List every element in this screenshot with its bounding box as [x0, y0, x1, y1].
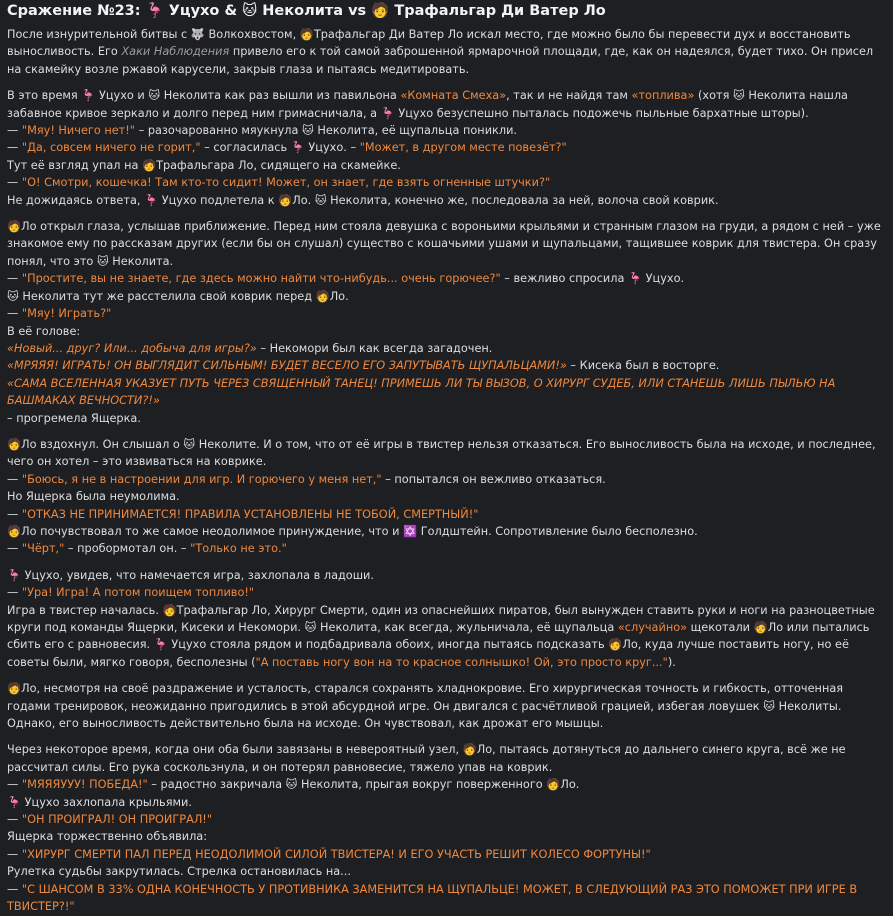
story-line [7, 305, 883, 322]
narration-text: Уцухо безуспешно пыталась подожечь пыльные бархатные шторы). [394, 106, 809, 120]
narration-text: Трафальгар Ди Ватер Ло искал место, где можно было бы перевести дух и восстановить выносливость. Его [7, 28, 851, 59]
narration-text: Неколита тут же расстелила свой коврик перед [18, 289, 316, 303]
story-line [7, 122, 883, 139]
man-icon: 🧑 [141, 158, 157, 172]
story-line [7, 881, 883, 916]
narration-text: – попытался он вежливо отказаться. [381, 472, 606, 486]
narration-text: Уцухо, увидев, что намечается игра, захлопала в ладоши. [21, 568, 374, 582]
cat-icon: 🐱 [732, 89, 745, 103]
cat-icon: 🐱 [314, 193, 327, 207]
narration-text: Но Ящерка была неумолима. [7, 490, 180, 504]
story-line [7, 218, 883, 270]
story-line [7, 567, 883, 584]
story-line [7, 506, 883, 523]
narration-text: – Некомори был как всегда загадочен. [256, 341, 493, 355]
quote-text: "Может, в другом месте повезёт?" [359, 141, 567, 155]
quote-text: "А поставь ногу вон на то красное солнышко! Ой, это просто круг..." [255, 655, 668, 669]
man-icon: 🧑 [7, 437, 22, 451]
story-line [7, 680, 883, 715]
story-paragraph [7, 680, 883, 732]
narration-text: Ящерка торжественно объявила: [7, 830, 208, 844]
narration-text: Уцухо стояла рядом и подбадривала обоих, иногда пытаясь подсказать [167, 638, 609, 652]
narration-text: – прогремела Ящерка. [7, 411, 141, 425]
flamingo-icon: 🦩 [7, 795, 22, 809]
narration-text: Неколита, её щупальца поникли. [313, 124, 518, 138]
quote-text: "Простите, вы не знаете, где здесь можно найти что-нибудь... очень горючее?" [21, 272, 501, 286]
story-paragraph [7, 87, 883, 209]
story-line [7, 139, 883, 156]
story-line [7, 794, 883, 811]
story-line [7, 174, 883, 191]
wolf-icon: 🐺 [190, 28, 205, 41]
narration-text: Уцухо захлопала крыльями. [21, 795, 192, 809]
quote-text: "ОТКАЗ НЕ ПРИНИМАЕТСЯ! ПРАВИЛА УСТАНОВЛЕНЫ НЕ ТОБОЙ, СМЕРТНЫЙ!" [21, 507, 479, 521]
narration-text: Неколиты. [775, 699, 842, 713]
quote-text: "Мяу! Ничего нет!" [21, 124, 135, 138]
narration-text: — [7, 813, 22, 827]
story-line [7, 288, 883, 305]
narration-text: Неколита, прыгая вокруг поверженного [297, 778, 547, 792]
quote-text: "ХИРУРГ СМЕРТИ ПАЛ ПЕРЕД НЕОДОЛИМОЙ СИЛОЙ ТВИСТЕРА! И ЕГО УЧАСТЬ РЕШИТ КОЛЕСО ФОРТУНЫ!" [21, 847, 651, 861]
narration-text: Тут её взгляд упал на [7, 158, 142, 172]
quote-text: "ОН ПРОИГРАЛ! ОН ПРОИГРАЛ!" [21, 813, 213, 827]
narration-text: Уцухо. – [304, 141, 360, 155]
story-line [7, 540, 883, 557]
narration-text: Неколита. [108, 254, 174, 268]
man-icon: 🧑 [7, 682, 22, 696]
narration-text: Неколита, как всегда, жульничала, её щупальца [316, 621, 618, 634]
man-icon: 🧑 [278, 193, 293, 207]
narration-text: Ло открыл глаза, услышав приближение. Перед ним стояла девушка с вороньими крыльями и странным глазом на груди, а рядом с ней – уже знакомое ему по рассказам других (если бы он слушал) существо с кошачьими ушами и щупальцами, тащившее коврик для твистера. Он сразу понял, что это [7, 220, 881, 268]
cat-icon: 🐱 [285, 778, 298, 792]
narration-text: Ло. [329, 289, 349, 303]
thought-text: «Новый... друг? Или... добыча для игры?» [7, 341, 257, 355]
quote-text: "МЯЯЯУУУ! ПОБЕДА!" [21, 778, 148, 792]
flamingo-icon: 🦩 [81, 89, 96, 103]
narration-text: – Кисека был в восторге. [566, 359, 720, 373]
narration-text: После изнурительной битвы с [7, 28, 191, 41]
narration-text: Неколита нашла забавное кривое зеркало и долго перед ним гримасничала, а [7, 89, 848, 120]
story-line [7, 270, 883, 287]
narration-text: — [7, 882, 22, 896]
narration-text: Неколита как раз вышли из павильона [160, 89, 401, 103]
narration-text: В её голове: [7, 324, 81, 338]
flamingo-icon: 🦩 [153, 638, 168, 652]
man-icon: 🧑 [753, 621, 768, 634]
story-line [7, 715, 883, 732]
narration-text: Ло вздохнул. Он слышал о [21, 437, 184, 451]
cat-icon: 🐱 [302, 124, 314, 138]
story-line [7, 811, 883, 828]
quote-text: "Ура! Игра! А потом поищем топливо!" [21, 586, 255, 600]
story-line [7, 776, 883, 793]
thought-text: «САМА ВСЕЛЕННАЯ УКАЗУЕТ ПУТЬ ЧЕРЕЗ СВЯЩЕННЫЙ ТАНЕЦ! ПРИМЕШЬ ЛИ ТЫ ВЫЗОВ, О ХИРУРГ СУДЕБ, ИЛИ СТАНЕШЬ ЛИШЬ ПЫЛЬЮ НА БАШМАКАХ ВЕЧНОСТИ?!» [7, 376, 836, 408]
narration-text: щекотали [687, 621, 754, 634]
narration-text: В это время [7, 89, 82, 103]
narration-text: – пробормотал он. – [64, 542, 191, 556]
narration-text: Волкохвостом, [204, 28, 300, 41]
man-icon: 🧑 [162, 603, 177, 617]
narration-text: — [7, 847, 22, 861]
man-icon: 🧑 [315, 289, 330, 303]
narration-text: Через некоторое время, когда они оба были завязаны в невероятный узел, [7, 743, 463, 757]
narration-text: – согласилась [200, 141, 291, 155]
story-line [7, 523, 883, 540]
story-paragraph [7, 567, 883, 671]
narration-text: – радостно закричала [147, 778, 286, 792]
man-icon: 🧑 [7, 220, 22, 234]
narration-text: — [7, 472, 22, 486]
story-line [7, 846, 883, 863]
story-line [7, 863, 883, 880]
story-line [7, 192, 883, 209]
cat-icon: 🐱 [304, 621, 317, 634]
narration-text: Ло. [292, 193, 315, 207]
flamingo-icon: 🦩 [290, 141, 305, 155]
story-line [7, 471, 883, 488]
narration-text: Игра в твистер началась. [7, 603, 163, 617]
story-paragraph [7, 26, 883, 78]
story-line [7, 157, 883, 174]
narration-text: Ло, пытаясь дотянуться до дальнего синего круга, всё же не рассчитал силы. Его рука соскользнула, и он потерял равновесие, тяжело упав на коврик. [7, 743, 846, 774]
narration-text: Ло, куда лучше поставить ногу, но её советы были, мягко говоря, бесполезны ( [7, 638, 849, 669]
story-line [7, 375, 883, 410]
story-line [7, 357, 883, 374]
man-icon: 🧑 [7, 524, 22, 538]
cat-icon: 🐱 [183, 437, 196, 451]
narration-text: — [7, 124, 22, 138]
flamingo-icon: 🦩 [7, 568, 22, 582]
story-line [7, 602, 883, 672]
story-line [7, 410, 883, 427]
narration-text: – вежливо спросила [500, 272, 628, 286]
quote-text: "Только не это." [190, 542, 287, 556]
narration-text: — [7, 542, 22, 556]
story-line [7, 828, 883, 845]
man-icon: 🧑 [608, 638, 623, 652]
story-line [7, 26, 883, 78]
flamingo-icon: 🦩 [628, 272, 643, 286]
quote-text: "Чёрт," [21, 542, 65, 556]
cat-icon: 🐱 [7, 289, 19, 303]
narration-text: привело его к той самой заброшенной ярмарочной площади, где, как он надеялся, будет тихо. Он присел на скамейку возле ржавой карусели, закрыв глаза и пытаясь медитировать. [7, 45, 874, 76]
story-line [7, 584, 883, 601]
quote-text: «топлива» [631, 89, 695, 103]
narration-text: Не дожидаясь ответа, [7, 193, 145, 207]
emphasis-text: Хаки Наблюдения [121, 45, 230, 59]
quote-text: "Боюсь, я не в настроении для игр. И горючего у меня нет," [21, 472, 382, 486]
narration-text: Уцухо подлетела к [158, 193, 279, 207]
narration-text: Однако, его выносливость действительно была на исходе. Он чувствовал, как дрожат его мышцы. [7, 717, 604, 731]
story-paragraph [7, 218, 883, 427]
narration-text: Трафальгара Ло, сидящего на скамейке. [156, 158, 401, 172]
narration-text: Ло почувствовал то же самое неодолимое принуждение, что и [21, 524, 404, 538]
narration-text: , так и не найдя там [506, 89, 632, 103]
man-icon: 🧑 [299, 28, 314, 41]
narration-text: — [7, 507, 22, 521]
narration-text: — [7, 272, 22, 286]
man-icon: 🧑 [462, 743, 477, 757]
quote-text: "С ШАНСОМ В 33% ОДНА КОНЕЧНОСТЬ У ПРОТИВНИКА ЗАМЕНИТСЯ НА ЩУПАЛЬЦЕ! МОЖЕТ, В СЛЕДУЮЩИЙ РАЗ ЭТО ПОМОЖЕТ ПРИ ИГРЕ В ТВИСТЕР?!" [7, 882, 858, 914]
story-line [7, 488, 883, 505]
narration-text: — [7, 778, 22, 792]
narration-text: Рулетка судьбы закрутилась. Стрелка остановилась на... [7, 865, 351, 879]
flamingo-icon: 🦩 [380, 106, 395, 120]
narration-text: Трафальгар Ло, Хирург Смерти, один из опаснейших пиратов, был вынужден ставить руки и ноги на разноцветные круги под команды Ящерки, Кисеки и Некомори. [7, 603, 875, 634]
narration-text: (хотя [694, 89, 733, 103]
quote-text: «Комната Смеха» [400, 89, 507, 103]
star-of-david-icon: ✡️ [403, 524, 418, 538]
narration-text: Уцухо и [95, 89, 149, 103]
story-line [7, 436, 883, 471]
narration-text: — [7, 176, 22, 190]
narration-text: Неколита, конечно же, последовала за ней, волоча свой коврик. [326, 193, 719, 207]
cat-icon: 🐱 [148, 89, 161, 103]
narration-text: Ло, несмотря на своё раздражение и усталость, старался сохранять хладнокровие. Его хирургическая точность и гибкость, отточенная годами тренировок, неожиданно пригодились в этой абсурдной игре. Он двигался с расчётливой грацией, избегая ловушек [7, 682, 844, 713]
story-line [7, 323, 883, 340]
quote-text: «случайно» [617, 621, 688, 634]
narration-text: ). [667, 655, 676, 669]
narration-text: – разочарованно мяукнула [134, 124, 302, 138]
cat-icon: 🐱 [96, 254, 109, 268]
man-icon: 🧑 [546, 778, 561, 792]
narration-text: — [7, 141, 22, 155]
story-paragraph [7, 741, 883, 915]
story-line [7, 87, 883, 122]
narration-text: Уцухо. [642, 272, 685, 286]
story-paragraph [7, 436, 883, 558]
quote-text: "О! Смотри, кошечка! Там кто-то сидит! Может, он знает, где взять огненные штучки?" [21, 176, 551, 190]
narration-text: Ло или пытались сбить его с равновесия. [7, 621, 870, 652]
flamingo-icon: 🦩 [144, 193, 159, 207]
narration-text: Голдштейн. Сопротивление было бесполезно. [417, 524, 698, 538]
cat-icon: 🐱 [763, 699, 776, 713]
battle-title: Сражение №23: 🦩 Уцухо & 🐱 Неколита vs 🧑 Трафальгар Ди Ватер Ло [7, 3, 606, 19]
narration-text: — [7, 307, 22, 321]
narration-text: Неколите. И о том, что от её игры в твистер нельзя отказаться. Его выносливость была на исходе, и последнее, чего он хотел – это извиваться на коврике. [7, 437, 876, 469]
quote-text: "Да, совсем ничего не горит," [21, 141, 201, 155]
narration-text: — [7, 586, 22, 600]
story-line [7, 741, 883, 776]
story-body [7, 26, 883, 916]
narration-text: Ло. [560, 778, 580, 792]
story-line [7, 340, 883, 357]
quote-text: "Мяу! Играть?" [21, 307, 112, 321]
thought-text: «МРЯЯЯ! ИГРАТЬ! ОН ВЫГЛЯДИТ СИЛЬНЫМ! БУДЕТ ВЕСЕЛО ЕГО ЗАПУТЫВАТЬ ЩУПАЛЬЦАМИ!» [7, 359, 567, 373]
